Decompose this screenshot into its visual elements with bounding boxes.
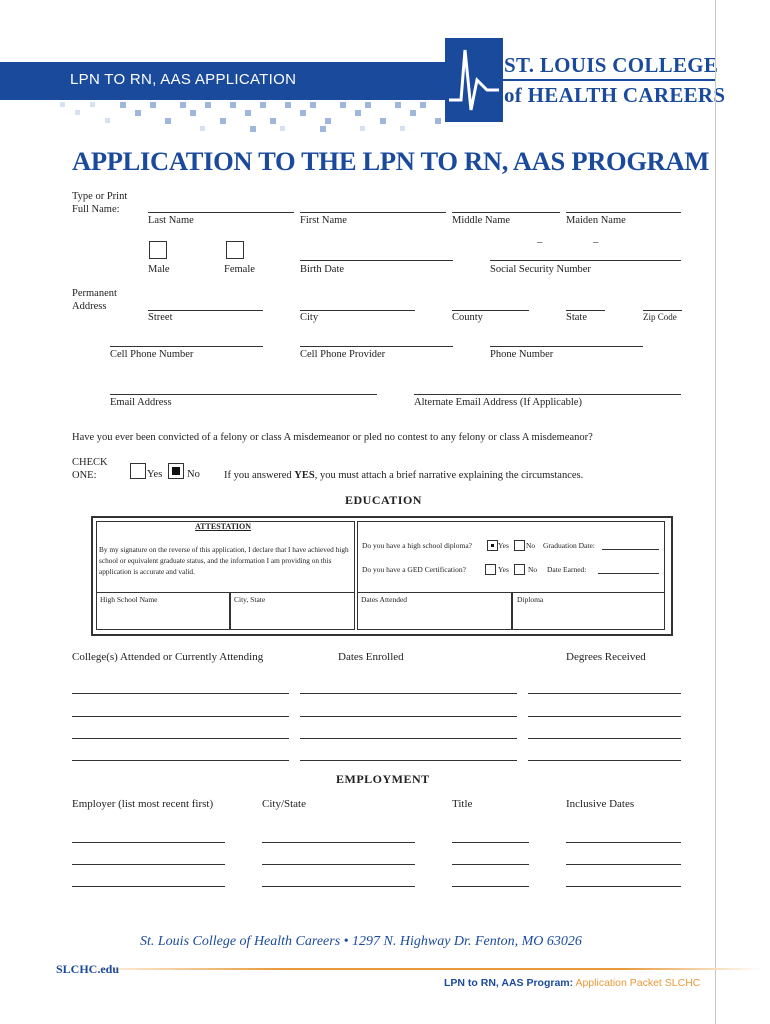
college-field-3[interactable]: [72, 738, 289, 739]
diploma-label: Diploma: [517, 595, 544, 604]
state-label: State: [566, 312, 587, 323]
city-label: City: [300, 312, 319, 323]
middle-name-field[interactable]: [452, 212, 560, 213]
ged-yes-checkbox[interactable]: [485, 564, 496, 575]
maiden-name-field[interactable]: [566, 212, 681, 213]
ged-no-label: No: [528, 565, 538, 574]
logo-divider: [499, 79, 715, 81]
dates-header: Inclusive Dates: [566, 798, 635, 810]
pixel-decoration: [0, 100, 445, 140]
felony-no-label: No: [187, 469, 200, 480]
employment-heading: EMPLOYMENT: [336, 772, 430, 786]
county-label: County: [452, 312, 483, 323]
middle-name-label: Middle Name: [452, 215, 511, 226]
dates-attended-label: Dates Attended: [361, 595, 408, 604]
felony-yes-checkbox[interactable]: [130, 463, 146, 479]
county-field[interactable]: [452, 310, 529, 311]
emp-city-field-2[interactable]: [262, 864, 415, 865]
footer-program: [444, 977, 700, 989]
name-prompt-line1: Type or Print: [72, 191, 128, 202]
ssn-dash-1: –: [537, 237, 543, 248]
female-label: Female: [224, 264, 255, 275]
title-header: Title: [452, 798, 473, 810]
address-prompt-line1: Permanent: [72, 288, 117, 299]
city-state-header: City/State: [262, 798, 306, 810]
emp-dates-field-3[interactable]: [566, 886, 681, 887]
first-name-field[interactable]: [300, 212, 446, 213]
felony-yes-label: Yes: [147, 469, 163, 480]
cell-phone-label: Cell Phone Number: [110, 349, 194, 360]
date-earned-field[interactable]: [598, 573, 659, 574]
college-field-2[interactable]: [72, 716, 289, 717]
degrees-header: Degrees Received: [566, 651, 646, 663]
maiden-name-label: Maiden Name: [566, 215, 626, 226]
footer-website[interactable]: SLCHC.edu: [56, 962, 120, 976]
street-field[interactable]: [148, 310, 263, 311]
birth-date-field[interactable]: [300, 260, 453, 261]
female-checkbox[interactable]: [226, 241, 244, 259]
employer-field-1[interactable]: [72, 842, 225, 843]
cell-provider-field[interactable]: [300, 346, 453, 347]
employer-field-3[interactable]: [72, 886, 225, 887]
logo-line-2: of HEALTH CAREERS: [504, 83, 726, 107]
emp-title-field-3[interactable]: [452, 886, 529, 887]
diploma-cell: [357, 521, 665, 593]
logo-mark: [445, 38, 503, 122]
felony-question: Have you ever been convicted of a felony or class A misdemeanor or pled no contest to any felony or class A misdemeanor?: [72, 432, 593, 443]
page-title: APPLICATION TO THE LPN TO RN, AAS PROGRAM: [72, 146, 710, 176]
address-prompt-line2: Address: [72, 301, 107, 312]
felony-note: If you answered YES, you must attach a brief narrative explaining the circumstances.: [224, 470, 584, 481]
college-field-4[interactable]: [72, 760, 289, 761]
banner-title: LPN TO RN, AAS APPLICATION: [70, 71, 297, 88]
page-edge-rule: [715, 0, 716, 1024]
state-field[interactable]: [566, 310, 605, 311]
dates-enrolled-field-1[interactable]: [300, 693, 517, 694]
footer-divider: [72, 968, 762, 970]
date-earned-label: Date Earned:: [547, 565, 587, 574]
degree-field-3[interactable]: [528, 738, 681, 739]
street-label: Street: [148, 312, 173, 323]
birth-date-label: Birth Date: [300, 264, 345, 275]
male-checkbox[interactable]: [149, 241, 167, 259]
graduation-date-label: Graduation Date:: [543, 541, 595, 550]
dates-enrolled-header: Dates Enrolled: [338, 651, 404, 663]
attestation-title: ATTESTATION: [195, 522, 252, 531]
hs-name-label: High School Name: [100, 595, 158, 604]
last-name-label: Last Name: [148, 215, 194, 226]
employer-header: Employer (list most recent first): [72, 798, 214, 810]
email-field[interactable]: [110, 394, 377, 395]
diploma-no-checkbox[interactable]: [514, 540, 525, 551]
ged-question: Do you have a GED Certification?: [362, 565, 466, 574]
zip-field[interactable]: [643, 310, 682, 311]
phone-label: Phone Number: [490, 349, 554, 360]
emp-dates-field-1[interactable]: [566, 842, 681, 843]
footer-program-label: LPN to RN, AAS Program:: [444, 977, 574, 989]
zip-label: Zip Code: [643, 312, 677, 322]
phone-field[interactable]: [490, 346, 643, 347]
degree-field-1[interactable]: [528, 693, 681, 694]
diploma-yes-checkbox[interactable]: [487, 540, 498, 551]
logo-line-1: ST. LOUIS COLLEGE: [504, 53, 719, 77]
graduation-date-field[interactable]: [602, 549, 659, 550]
emp-city-field-1[interactable]: [262, 842, 415, 843]
college-field-1[interactable]: [72, 693, 289, 694]
cell-provider-label: Cell Phone Provider: [300, 349, 386, 360]
colleges-header: College(s) Attended or Currently Attending: [72, 651, 264, 663]
emp-city-field-3[interactable]: [262, 886, 415, 887]
diploma-no-label: No: [526, 541, 536, 550]
employer-field-2[interactable]: [72, 864, 225, 865]
dates-enrolled-field-3[interactable]: [300, 738, 517, 739]
footer-packet-label: Application Packet SLCHC: [575, 977, 701, 989]
dates-enrolled-field-4[interactable]: [300, 760, 517, 761]
email-label: Email Address: [110, 397, 172, 408]
check-one-line1: CHECK: [72, 457, 108, 468]
heartbeat-icon: [447, 40, 501, 120]
diploma-question: Do you have a high school diploma?: [362, 541, 472, 550]
ged-no-checkbox[interactable]: [514, 564, 525, 575]
attestation-text: By my signature on the reverse of this application, I declare that I have achieved high school or equivalent graduate status, and the information I am providing on this application is accurate and valid.: [99, 545, 349, 576]
last-name-field[interactable]: [148, 212, 294, 213]
footer-address: St. Louis College of Health Careers • 1297 N. Highway Dr. Fenton, MO 63026: [140, 934, 582, 949]
emp-dates-field-2[interactable]: [566, 864, 681, 865]
city-state-label: City, State: [234, 595, 266, 604]
first-name-label: First Name: [300, 215, 347, 226]
emp-title-field-2[interactable]: [452, 864, 529, 865]
diploma-yes-label: Yes: [498, 541, 509, 550]
ssn-dash-2: –: [593, 237, 599, 248]
degree-field-4[interactable]: [528, 760, 681, 761]
city-field[interactable]: [300, 310, 415, 311]
male-label: Male: [148, 264, 170, 275]
ged-yes-label: Yes: [498, 565, 509, 574]
emp-title-field-1[interactable]: [452, 842, 529, 843]
ssn-field[interactable]: [490, 260, 681, 261]
alt-email-label: Alternate Email Address (If Applicable): [414, 397, 582, 408]
ssn-label: Social Security Number: [490, 264, 591, 275]
alt-email-field[interactable]: [414, 394, 681, 395]
education-heading: EDUCATION: [345, 493, 422, 507]
dates-enrolled-field-2[interactable]: [300, 716, 517, 717]
felony-no-checkbox[interactable]: [168, 463, 184, 479]
name-prompt-line2: Full Name:: [72, 204, 120, 215]
cell-phone-field[interactable]: [110, 346, 263, 347]
degree-field-2[interactable]: [528, 716, 681, 717]
check-one-line2: ONE:: [72, 470, 97, 481]
